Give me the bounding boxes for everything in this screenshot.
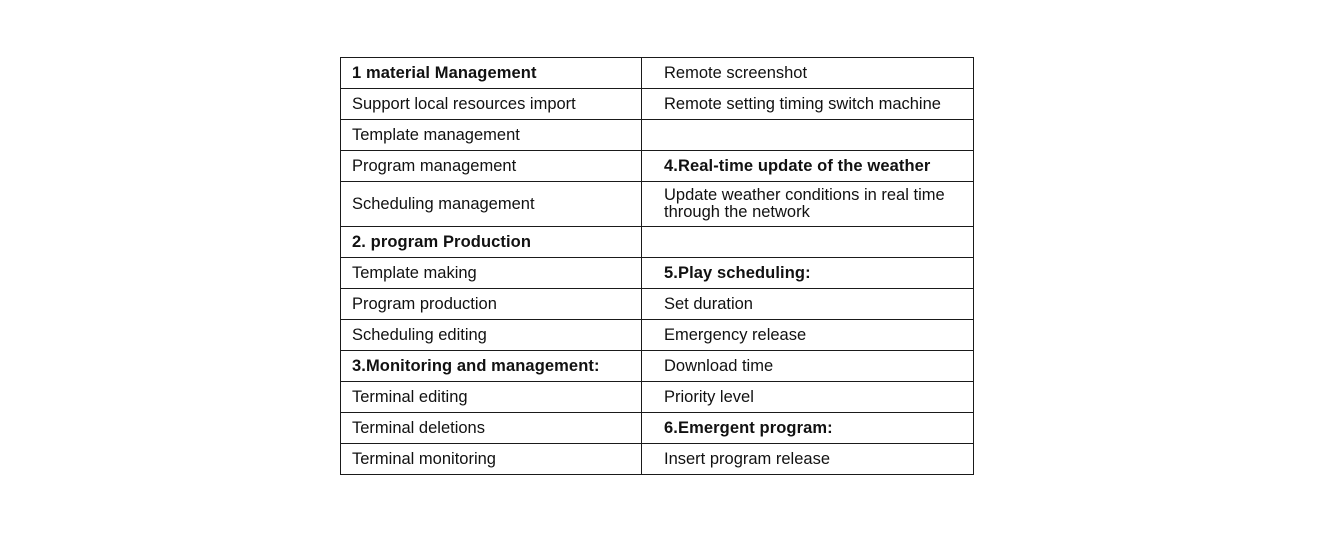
table-cell-left [341,120,642,151]
table-row [341,320,974,351]
cell-text: Terminal deletions [352,418,485,437]
table-row [341,151,974,182]
table-row [341,382,974,413]
cell-text: Remote screenshot [664,63,808,82]
table-row [341,444,974,475]
section-heading: 2. program Production [352,232,532,251]
table-cell-right [642,89,974,120]
section-heading: 1 material Management [352,63,537,82]
table-cell-right [642,289,974,320]
cell-text: Download time [664,356,774,375]
cell-text: Insert program release [664,449,830,468]
table-cell-right [642,444,974,475]
table-cell-right [642,351,974,382]
table-cell-left [341,89,642,120]
cell-text: Scheduling editing [352,325,487,344]
cell-text: Template making [352,263,477,282]
table-row [341,351,974,382]
table-row [341,258,974,289]
cell-text: Program management [352,156,517,175]
cell-text: Set duration [664,294,753,313]
feature-table [340,57,974,475]
table-row [341,227,974,258]
table-cell-left [341,413,642,444]
section-heading: 5.Play scheduling: [664,263,811,282]
table-cell-right [642,182,974,227]
cell-text: Remote setting timing switch machine [664,94,941,113]
section-heading: 6.Emergent program: [664,418,833,437]
table-cell-left [341,182,642,227]
table-cell-left [341,320,642,351]
table-cell-right [642,227,974,258]
table-row [341,289,974,320]
table-cell-right [642,58,974,89]
table-cell-right [642,413,974,444]
cell-text: Emergency release [664,325,807,344]
table-row [341,182,974,227]
section-heading: 3.Monitoring and management: [352,356,600,375]
section-heading: 4.Real-time update of the weather [664,156,931,175]
table-row [341,120,974,151]
cell-text: Template management [352,125,520,144]
table-cell-left [341,351,642,382]
table-cell-left [341,289,642,320]
table-cell-right [642,151,974,182]
table-row [341,58,974,89]
table-cell-left [341,258,642,289]
cell-text: Scheduling management [352,194,535,213]
table-cell-left [341,444,642,475]
cell-text: Support local resources import [352,94,576,113]
table-row [341,89,974,120]
cell-text: Terminal editing [352,387,468,406]
table-cell-right [642,120,974,151]
table-cell-left [341,382,642,413]
table-cell-left [341,58,642,89]
cell-text: Update weather conditions in real time through the network [664,186,945,221]
table-cell-right [642,382,974,413]
table-cell-left [341,151,642,182]
table-row [341,413,974,444]
cell-text: Terminal monitoring [352,449,496,468]
table-cell-right [642,258,974,289]
table-cell-right [642,320,974,351]
table-cell-left [341,227,642,258]
cell-text: Priority level [664,387,754,406]
cell-text: Program production [352,294,497,313]
